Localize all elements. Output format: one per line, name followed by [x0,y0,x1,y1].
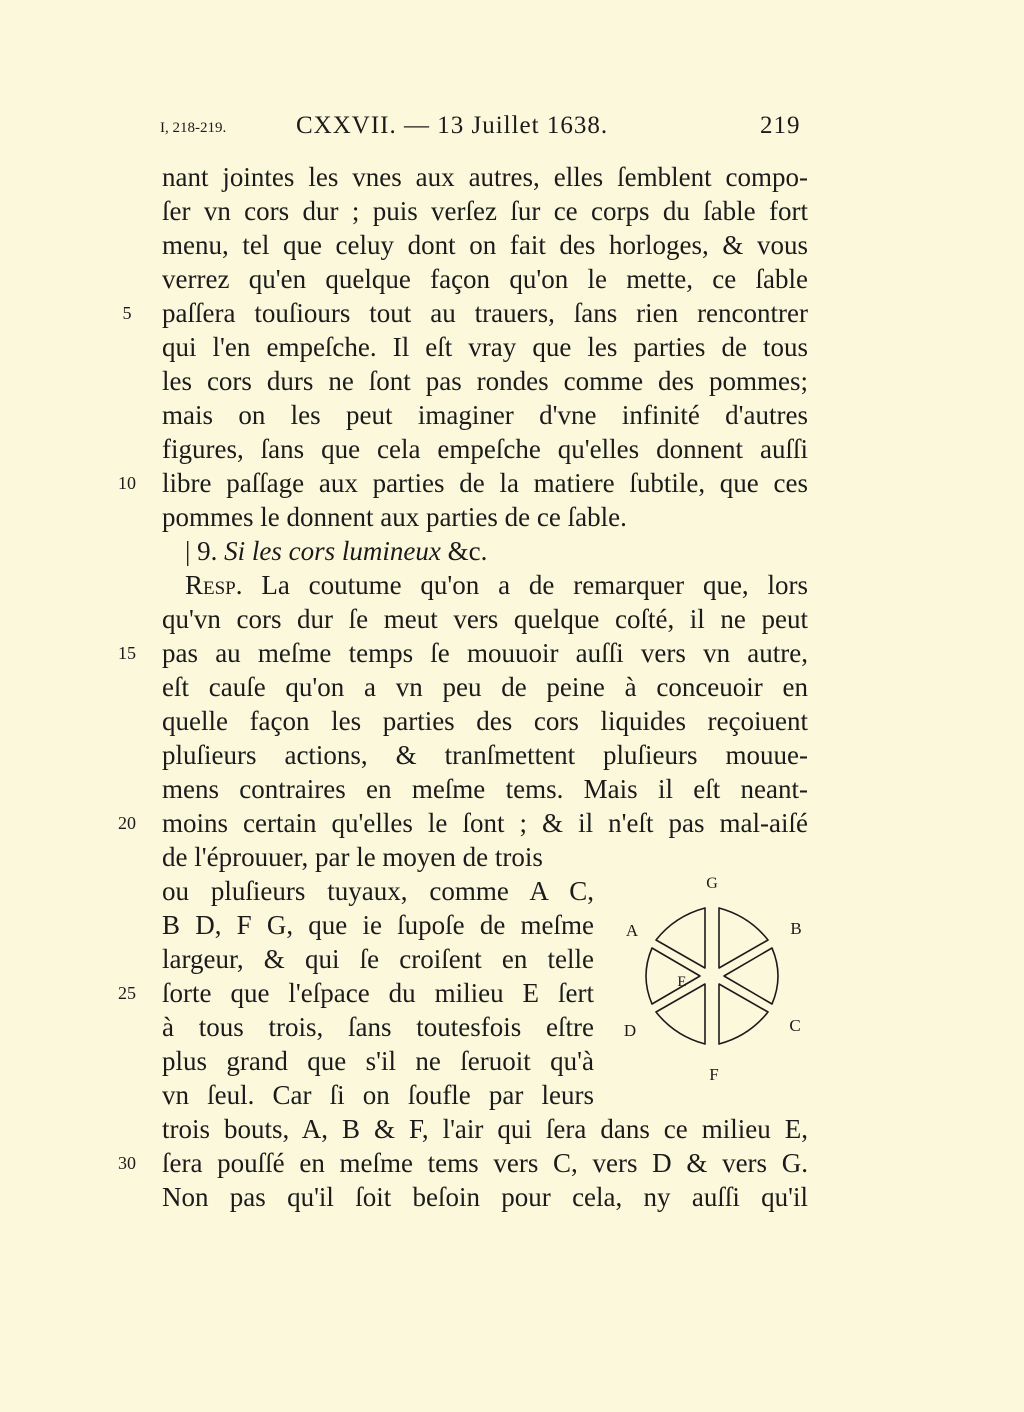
text-line-21: de l'éprouuer, par le moyen de trois [162,842,543,872]
text-line-17: quelle façon les parties des cors liquides reçoiuent [162,706,808,736]
text-line-6: qui l'en empeſche. Il eſt vray que les parties de tous [162,332,808,362]
text-line-26: à tous trois, ſans toutesfois eſtre [162,1012,594,1042]
label-a: A [625,921,639,940]
line-number-10: 10 [118,473,136,493]
text-line-23: B D, F G, que ie ſupoſe de meſme [162,910,594,940]
paragraph-etc: &c. [447,536,488,566]
text-line-25: ſorte que l'eſpace du milieu E ſert [162,978,594,1008]
label-e: E [677,974,687,990]
text-line-2: ſer vn cors dur ; puis verſez ſur ce corps du ſable fort [162,196,808,226]
page-title: CXXVII. — 13 Juillet 1638. [296,112,609,139]
text-line-30: ſera pouſſé en meſme tems vers C, vers D & vers G. [162,1148,808,1178]
sector-bottom-right [719,984,768,1044]
text-line-22: ou pluſieurs tuyaux, comme A C, [162,876,594,906]
line-number-20: 20 [118,813,136,833]
line-number-25: 25 [118,983,136,1003]
text-line-19: mens contraires en meſme tems. Mais il eſt neant- [162,774,808,804]
tubes-figure [612,868,812,1083]
text-line-27: plus grand que s'il ne ſeruoit qu'à [162,1046,594,1076]
text-line-15: pas au meſme temps ſe mouuoir auſſi vers vn autre, [162,638,808,668]
text-line-16: eſt cauſe qu'on a vn peu de peine à conceuoir en [162,672,808,702]
line-number-5: 5 [122,303,132,323]
text-line-4: verrez qu'en quelque façon qu'on le mette, ce ſable [162,264,808,294]
resp-label: Resp. [185,570,243,600]
sector-top-left [656,908,705,968]
label-g: G [706,875,718,892]
paragraph-title: Si les cors lumineux [224,536,441,566]
line-number-15: 15 [118,643,136,663]
label-c: C [789,1016,801,1035]
line-number-30: 30 [118,1153,136,1173]
tubes-diagram [612,868,812,1083]
page-number: 219 [760,112,801,139]
label-d: D [623,1021,637,1040]
text-line-24: largeur, & qui ſe croiſent en telle [162,944,594,974]
text-line-7: les cors durs ne ſont pas rondes comme des pommes; [162,366,808,396]
text-line-20: moins certain qu'elles le ſont ; & il n'eſt pas mal-aiſé [162,808,808,838]
paragraph-number: | 9. [185,536,218,566]
text-line-14: qu'vn cors dur ſe meut vers quelque coſté, il ne peut [162,604,808,634]
text-line-11: pommes le donnent aux parties de ce ſable. [162,502,627,532]
sector-right [724,948,778,1004]
sector-bottom-left [656,984,705,1044]
text-line-10: libre paſſage aux parties de la matiere ſubtile, que ces [162,468,808,498]
text-line-9: figures, ſans que cela empeſche qu'elles donnent auſſi [162,434,808,464]
paragraph-heading [185,534,808,568]
text-line-31: Non pas qu'il ſoit beſoin pour cela, ny auſſi qu'il [162,1182,808,1212]
text-line-5: paſſera touſiours tout au trauers, ſans rien rencontrer [162,298,808,328]
sector-left [646,948,700,1004]
text-line-18: pluſieurs actions, & tranſmettent pluſieurs mouue- [162,740,808,770]
page-reference: I, 218-219. [160,120,227,136]
text-line-1: nant jointes les vnes aux autres, elles ſemblent compo- [162,162,808,192]
text-line-resp [185,568,808,602]
text-line-3: menu, tel que celuy dont on fait des horloges, & vous [162,230,808,260]
sector-top-right [719,908,768,968]
text-line-29: trois bouts, A, B & F, l'air qui ſera dans ce milieu E, [162,1114,808,1144]
label-f: F [709,1065,719,1083]
label-b: B [790,919,802,938]
resp-text: La coutume qu'on a de remarquer que, lors [261,570,808,600]
text-line-28: vn ſeul. Car ſi on ſoufle par leurs [162,1080,594,1110]
text-line-8: mais on les peut imaginer d'vne infinité d'autres [162,400,808,430]
